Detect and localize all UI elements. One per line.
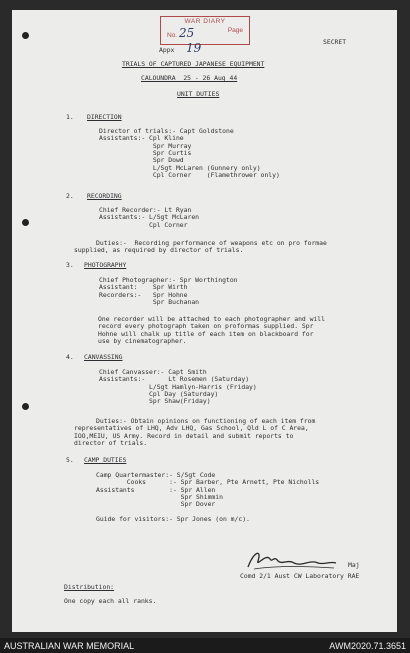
list-line: Spr Dover bbox=[96, 500, 216, 509]
section-heading: CAMP DUTIES bbox=[84, 456, 127, 464]
para-line: Duties:- Obtain opinions on functioning of each item from bbox=[96, 417, 316, 425]
section-heading: PHOTOGRAPHY bbox=[84, 261, 127, 269]
section-heading: CANVASSING bbox=[84, 353, 123, 361]
para-line: supplied, as required by director of trials. bbox=[74, 246, 244, 255]
list-line: Spr Curtis bbox=[99, 149, 192, 158]
para-line: representatives of LHQ, Adv LHQ, Gas School, Qld L of C Area, bbox=[74, 424, 309, 433]
list-line: Camp Quartermaster:- S/Sgt Code bbox=[96, 471, 216, 479]
footer-accession-number: AWM2020.71.3651 bbox=[329, 640, 406, 651]
list-line: Spr Murray bbox=[99, 141, 192, 150]
signature-rank: Maj bbox=[348, 561, 360, 569]
footer-source: AUSTRALIAN WAR MEMORIAL bbox=[4, 640, 135, 651]
punch-hole bbox=[22, 219, 29, 226]
section-4-list bbox=[99, 369, 257, 406]
section-5-list bbox=[96, 472, 319, 524]
appx-value: 19 bbox=[185, 41, 202, 55]
list-line: Cooks :- Spr Barber, Pte Arnett, Pte Nicholls bbox=[96, 478, 320, 487]
document-page bbox=[12, 10, 397, 632]
section-2-list bbox=[99, 207, 199, 229]
section-number: 5. bbox=[66, 456, 74, 464]
para-line: record every photograph taken on proformas supplied. Spr bbox=[98, 322, 314, 331]
stamp-title: WAR DIARY bbox=[184, 18, 226, 25]
list-line: Spr Shimmin bbox=[96, 493, 223, 502]
signature-title: Comd 2/1 Aust CW Laboratory RAE bbox=[240, 572, 360, 580]
punch-hole bbox=[22, 403, 29, 410]
document-title: TRIALS OF CAPTURED JAPANESE EQUIPMENT bbox=[122, 60, 265, 68]
stamp-no-value: 25 bbox=[178, 26, 195, 41]
list-line: Chief Canvasser:- Capt Smith bbox=[99, 368, 207, 376]
list-line: Cpl Corner bbox=[99, 220, 188, 229]
list-line: Assistants:- Lt Rosemen (Saturday) bbox=[99, 375, 250, 384]
para-line: Duties:- Recording performance of weapons etc on pro formae bbox=[96, 239, 327, 247]
list-line: L/Sgt Hamlyn-Harris (Friday) bbox=[99, 382, 257, 391]
para-line: IOO,MEIU, US Army. Record in detail and submit reports to bbox=[74, 431, 294, 440]
list-line: Chief Recorder:- Lt Ryan bbox=[99, 206, 192, 214]
punch-hole bbox=[22, 32, 29, 39]
stamp-page-label: Page bbox=[227, 27, 243, 35]
archive-footer bbox=[0, 638, 410, 653]
stamp-no-label: No. bbox=[167, 32, 178, 40]
list-line: Cpl Corner (Flamethrower only) bbox=[99, 171, 280, 180]
list-line: Assistants:- L/Sgt McLaren bbox=[99, 213, 200, 222]
section-number: 2. bbox=[66, 192, 74, 200]
section-1-list bbox=[99, 128, 280, 180]
list-line: Spr Dowd bbox=[99, 156, 184, 165]
section-heading: RECORDING bbox=[87, 192, 122, 200]
location-date: CALOUNDRA 25 - 26 Aug 44 bbox=[141, 74, 238, 82]
list-line: Guide for visitors:- Spr Jones (on m/c). bbox=[96, 515, 250, 524]
list-line: Assistants :- Spr Allen bbox=[96, 485, 216, 494]
classification: SECRET bbox=[323, 38, 347, 46]
handwritten-signature bbox=[244, 547, 340, 573]
para-line: director of trials. bbox=[74, 439, 148, 448]
para-line: One recorder will be attached to each photographer and will bbox=[98, 315, 326, 323]
appx-label: Appx bbox=[159, 46, 175, 54]
section-4-paragraph bbox=[74, 418, 315, 447]
section-number: 4. bbox=[66, 353, 74, 361]
section-number: 1. bbox=[66, 113, 74, 121]
para-line: use by cinematographer. bbox=[98, 337, 187, 346]
appendix-line bbox=[159, 42, 201, 56]
list-line: Cpl Day (Saturday) bbox=[99, 390, 219, 399]
list-line: Assistant: Spr Wirth bbox=[99, 283, 188, 292]
section-3-list bbox=[99, 277, 238, 306]
list-line: Spr Shaw(Friday) bbox=[99, 397, 211, 406]
list-line: Director of trials:- Capt Goldstone bbox=[99, 127, 234, 135]
section-heading: DIRECTION bbox=[87, 113, 122, 121]
list-line: Assistants:- Cpl Kline bbox=[99, 134, 184, 143]
list-line: Chief Photographer:- Spr Worthington bbox=[99, 276, 238, 284]
list-line: Recorders:- Spr Hohne bbox=[99, 290, 188, 299]
distribution-heading: Distribution: bbox=[64, 583, 115, 591]
section-3-paragraph bbox=[98, 316, 325, 345]
list-line: L/Sgt McLaren (Gunnery only) bbox=[99, 163, 261, 172]
section-2-paragraph bbox=[74, 240, 327, 255]
section-number: 3. bbox=[66, 261, 74, 269]
distribution-text: One copy each all ranks. bbox=[64, 597, 157, 605]
war-diary-stamp bbox=[160, 16, 250, 45]
list-line: Spr Buchanan bbox=[99, 298, 200, 307]
para-line: Hohne will chalk up title of each item on blackboard for bbox=[98, 329, 314, 338]
subtitle: UNIT DUTIES bbox=[177, 90, 220, 98]
